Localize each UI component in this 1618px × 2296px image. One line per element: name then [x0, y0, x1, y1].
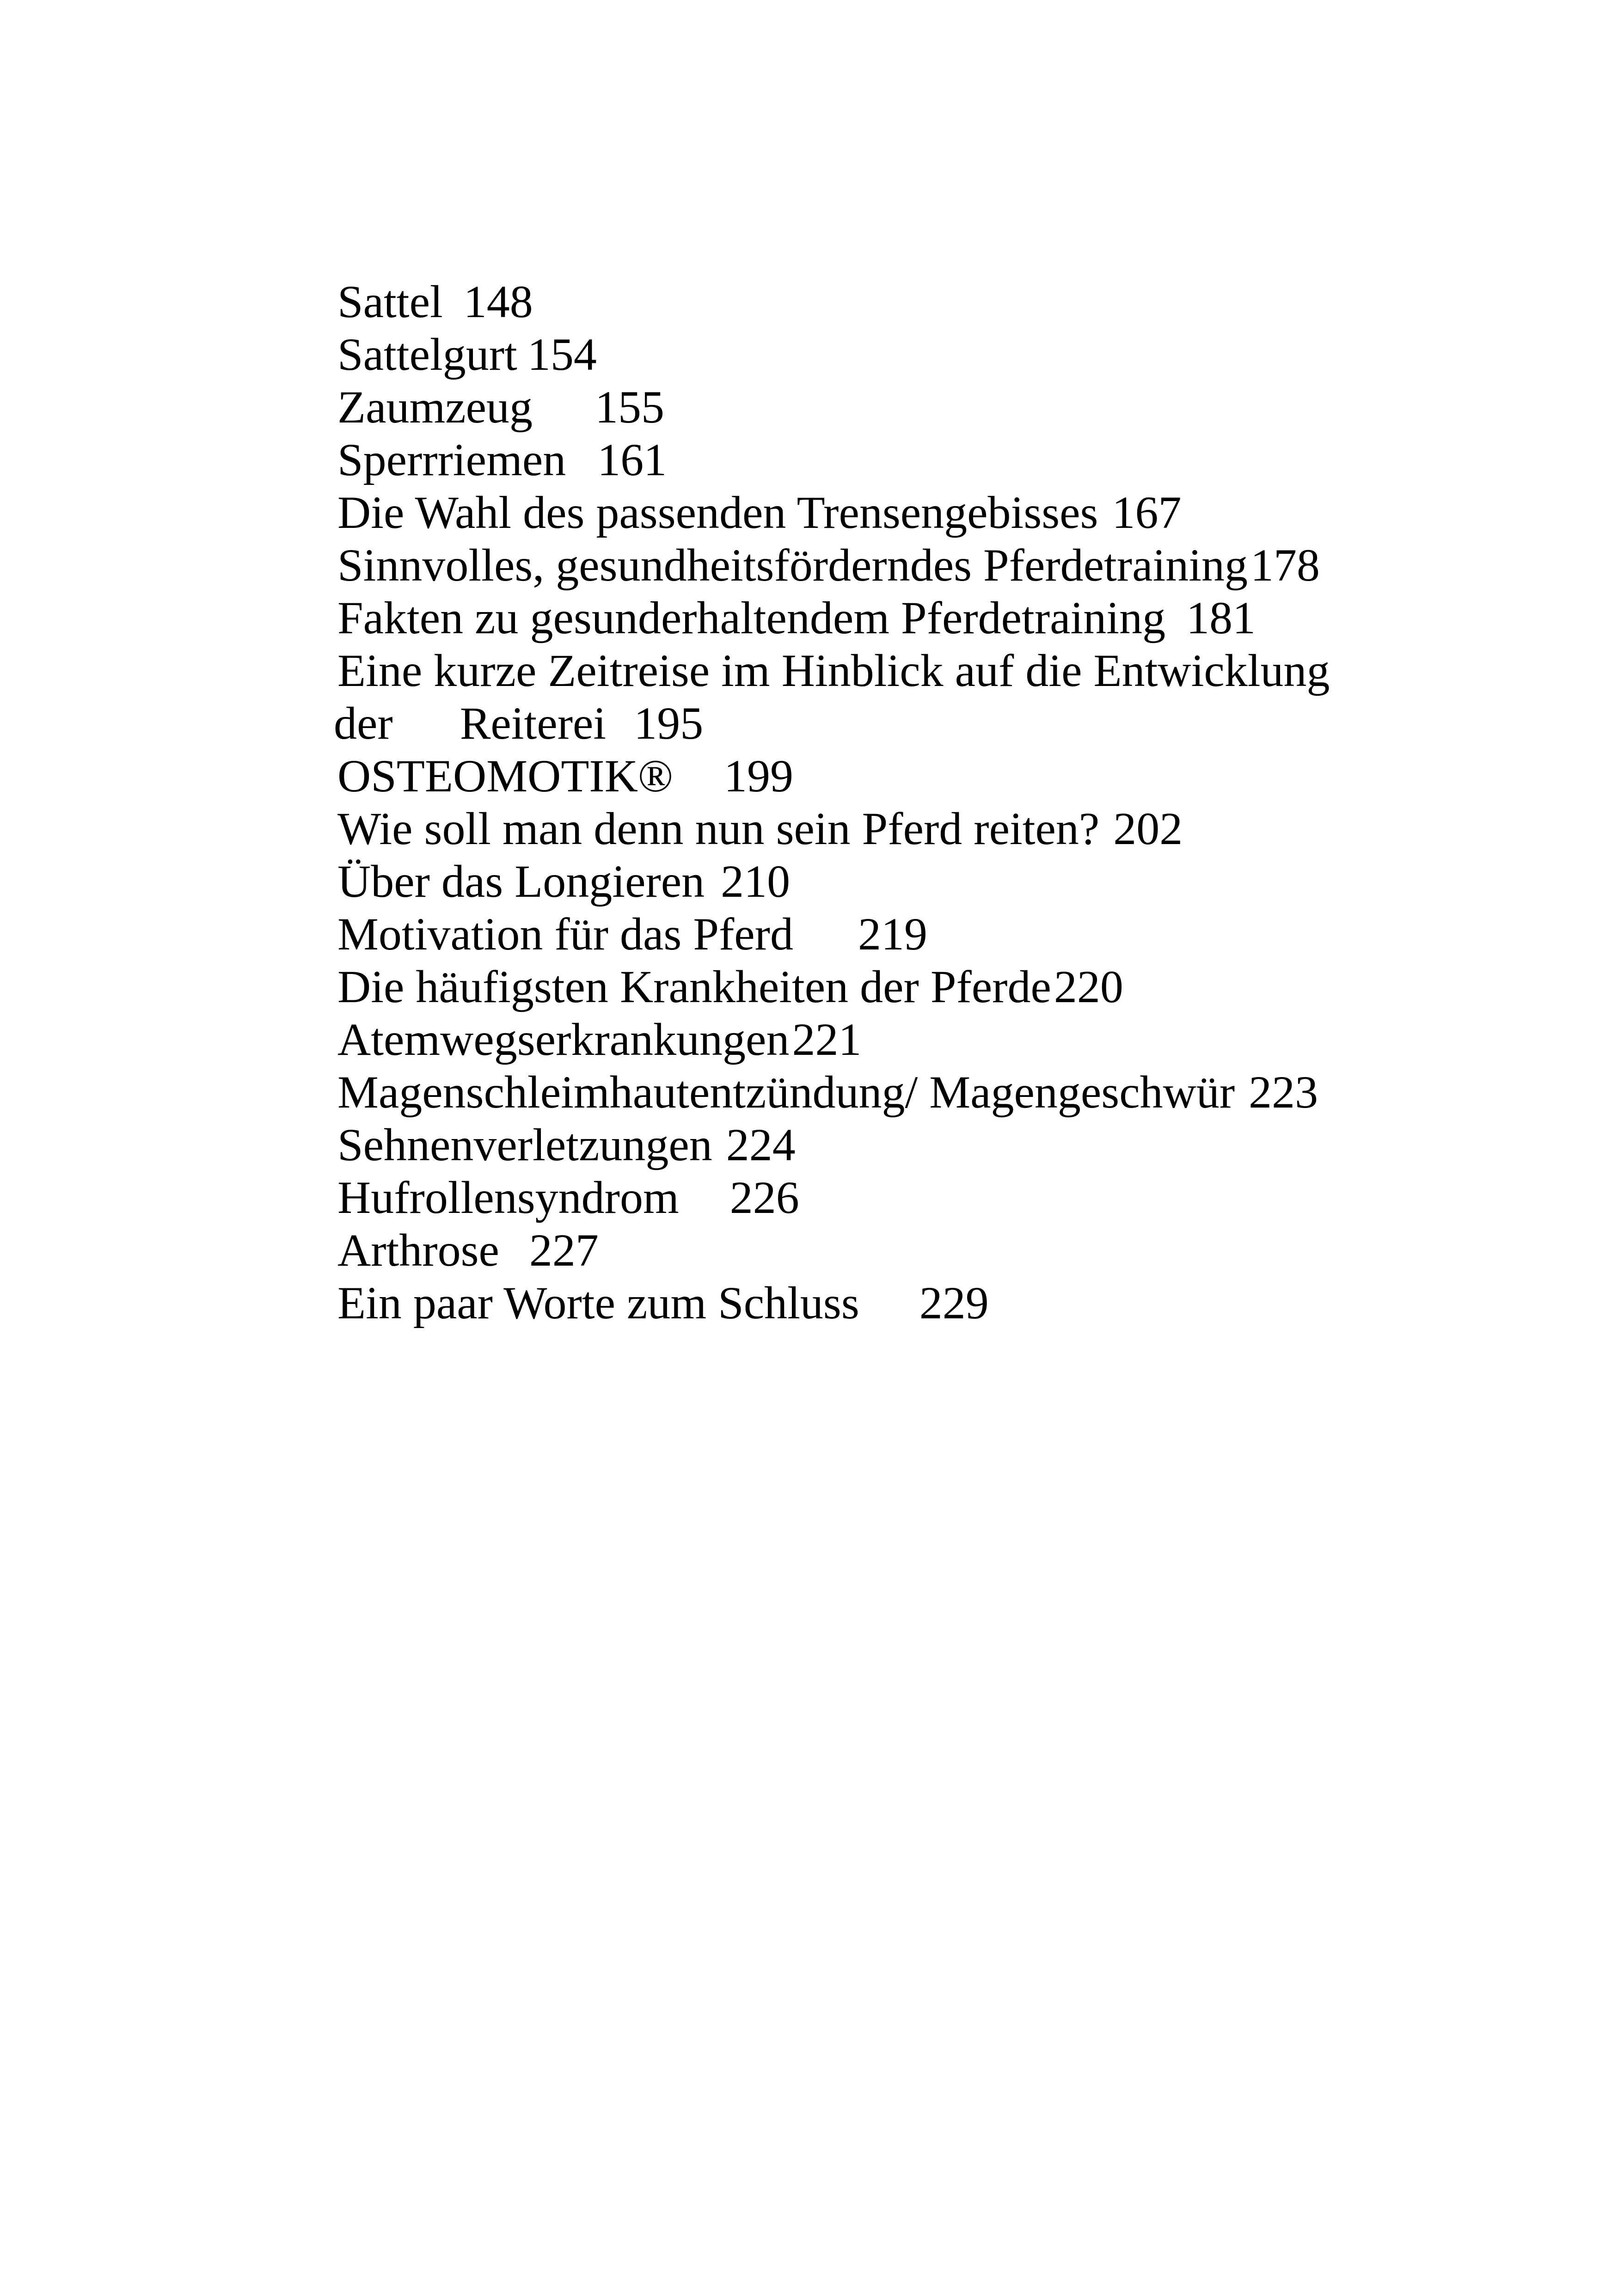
table-of-contents	[334, 276, 1447, 1329]
toc-entry	[337, 434, 1447, 486]
toc-entry-page: 220	[1054, 961, 1123, 1012]
toc-entry	[337, 750, 1447, 802]
toc-entry-page: 195	[634, 698, 704, 749]
toc-entry-title: Sinnvolles, gesundheitsförderndes Pferdetraining	[337, 539, 1248, 591]
toc-entry-page: 199	[723, 750, 793, 802]
toc-entry-title: Eine kurze Zeitreise im Hinblick auf die Entwicklung	[337, 645, 1330, 696]
toc-entry-page: 227	[529, 1225, 599, 1276]
toc-entry-page: 226	[729, 1172, 799, 1223]
toc-entry-title: Sattelgurt	[337, 329, 517, 380]
toc-entry	[337, 855, 1447, 908]
toc-entry	[337, 539, 1447, 592]
toc-entry-page: 181	[1186, 592, 1256, 643]
toc-entry	[337, 1277, 1447, 1329]
toc-entry	[337, 1171, 1447, 1224]
toc-entry-page: 229	[919, 1277, 989, 1329]
toc-entry	[337, 486, 1447, 539]
toc-entry	[337, 381, 1447, 434]
toc-entry-page: 210	[721, 856, 791, 907]
toc-entry-title: Atemwegserkrankungen	[337, 1014, 790, 1065]
toc-entry-title: Hufrollensyndrom	[337, 1172, 679, 1223]
toc-entry	[337, 961, 1447, 1013]
toc-entry	[334, 697, 1447, 750]
toc-entry-title: Die häufigsten Krankheiten der Pferde	[337, 961, 1051, 1012]
toc-entry	[337, 276, 1447, 328]
toc-entry-title: Sehnenverletzungen	[337, 1119, 712, 1170]
toc-entry-title: Zaumzeug	[337, 381, 533, 433]
toc-entry-title: Wie soll man denn nun sein Pferd reiten?	[337, 803, 1100, 854]
toc-entry	[337, 644, 1447, 697]
toc-entry-page: 224	[726, 1119, 796, 1170]
toc-entry-title: Motivation für das Pferd	[337, 908, 793, 960]
toc-entry-title: Sattel	[337, 276, 443, 327]
toc-entry-page: 202	[1113, 803, 1183, 854]
toc-entry	[337, 802, 1447, 855]
toc-entry-title: der	[334, 698, 393, 749]
toc-entry-title: Fakten zu gesunderhaltendem Pferdetraining	[337, 592, 1166, 643]
toc-entry-page: 148	[463, 276, 533, 327]
toc-entry-title: OSTEOMOTIK®	[337, 750, 673, 802]
toc-entry-title: Arthrose	[337, 1225, 499, 1276]
toc-entry	[337, 908, 1447, 961]
toc-entry-title-continuation: Reiterei	[460, 698, 607, 749]
toc-entry-title: Die Wahl des passenden Trensengebisses	[337, 487, 1098, 538]
toc-entry-title: Ein paar Worte zum Schluss	[337, 1277, 859, 1329]
toc-entry-page: 154	[527, 329, 597, 380]
toc-entry	[337, 1066, 1447, 1119]
toc-entry-page: 155	[595, 381, 665, 433]
toc-entry-page: 221	[792, 1014, 862, 1065]
toc-entry-page: 167	[1112, 487, 1182, 538]
toc-entry-title: Magenschleimhautentzündung/ Magengeschwür	[337, 1066, 1235, 1118]
toc-entry-page: 223	[1249, 1066, 1318, 1118]
toc-entry-title: Sperrriemen	[337, 434, 566, 485]
toc-entry	[337, 1013, 1447, 1066]
toc-entry	[337, 1119, 1447, 1171]
toc-entry-title: Über das Longieren	[337, 856, 705, 907]
toc-entry-page: 178	[1250, 539, 1320, 591]
toc-entry	[337, 1224, 1447, 1277]
toc-entry-page: 219	[858, 908, 927, 960]
toc-entry	[337, 592, 1447, 644]
toc-entry	[337, 328, 1447, 381]
toc-entry-page: 161	[597, 434, 667, 485]
